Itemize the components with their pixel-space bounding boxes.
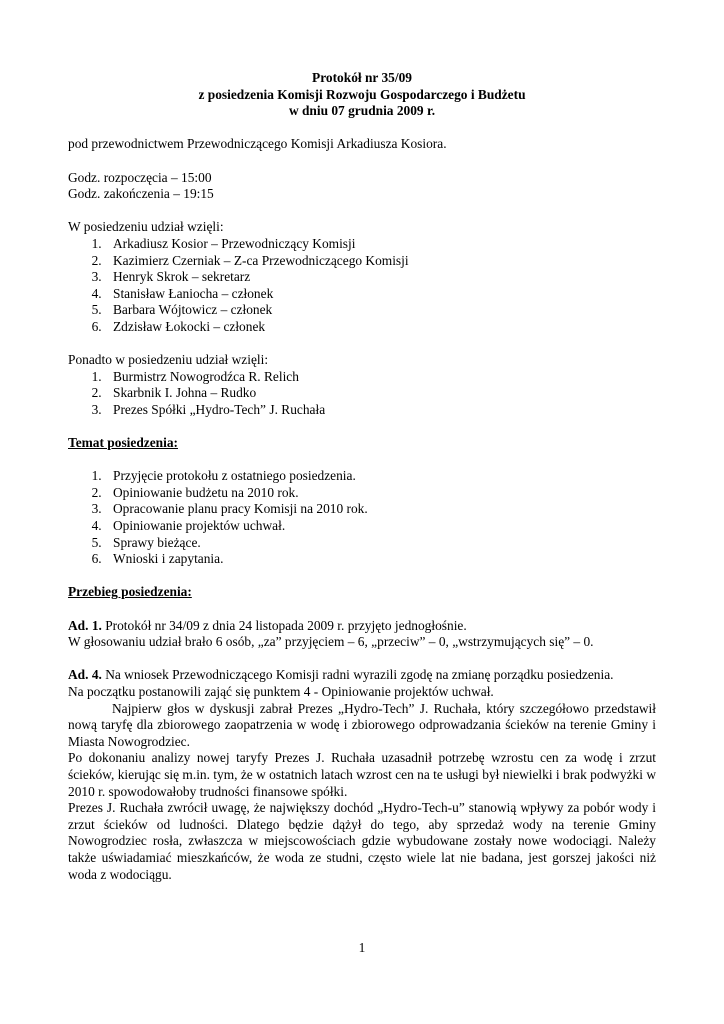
title-line-2: z posiedzenia Komisji Rozwoju Gospodarczego i Budżetu — [198, 86, 526, 102]
list-item: 4. Opiniowanie projektów uchwał. — [105, 518, 656, 535]
chair-line: pod przewodnictwem Przewodniczącego Komisji Arkadiusza Kosiora. — [68, 136, 447, 152]
guests-list — [68, 369, 656, 419]
participants-list — [68, 236, 656, 336]
guests-heading: Ponadto w posiedzeniu udział wzięli: — [68, 352, 269, 368]
proceedings-heading: Przebieg posiedzenia: — [68, 584, 192, 600]
ad1-text: Protokół nr 34/09 z dnia 24 listopada 2009 r. przyjęto jednogłośnie. — [101, 617, 467, 633]
ad4-p1: Na początku postanowili zająć się punktem 4 - Opiniowanie projektów uchwał. — [68, 683, 494, 699]
document-title — [68, 70, 656, 120]
list-item: 1. Przyjęcie protokołu z ostatniego posiedzenia. — [105, 468, 656, 485]
ad1-vote: W głosowaniu udział brało 6 osób, „za” przyjęciem – 6, „przeciw” – 0, „wstrzymujących się” – 0. — [68, 634, 594, 650]
list-item: 5. Barbara Wójtowicz – członek — [105, 302, 656, 319]
list-item: 3. Prezes Spółki „Hydro-Tech” J. Ruchała — [105, 402, 656, 419]
end-time: Godz. zakończenia – 19:15 — [68, 186, 214, 202]
list-item: 2. Opiniowanie budżetu na 2010 rok. — [105, 485, 656, 502]
ad4-p4: Prezes J. Ruchała zwrócił uwagę, że największy dochód „Hydro-Tech-u” stanowią wpływy za pobór wody i zrzut ścieków od ludności. Dlatego będzie dążył do tego, aby sprzedaż wody na terenie Gminy Nowogrodziec rosła, zwłaszcza w miejscowościach gdzie wybudowane zostały nowe wodociągi. Należy także uświadamiać mieszkańców, że woda ze studni, często wiele lat nie badana, jest gorszej jakości niż woda z wodociągu. — [68, 800, 656, 882]
list-item: 4. Stanisław Łaniocha – członek — [105, 286, 656, 303]
title-line-3: w dniu 07 grudnia 2009 r. — [288, 103, 436, 119]
list-item: 6. Wnioski i zapytania. — [105, 551, 656, 568]
list-item: 6. Zdzisław Łokocki – członek — [105, 319, 656, 336]
document-page — [68, 70, 656, 883]
participants-heading: W posiedzeniu udział wzięli: — [68, 219, 224, 235]
list-item: 3. Opracowanie planu pracy Komisji na 2010 rok. — [105, 501, 656, 518]
list-item: 3. Henryk Skrok – sekretarz — [105, 269, 656, 286]
list-item: 1. Arkadiusz Kosior – Przewodniczący Komisji — [105, 236, 656, 253]
ad1-label: Ad. 1. — [68, 617, 102, 633]
ad4-p2: Najpierw głos w dyskusji zabrał Prezes „Hydro-Tech” J. Ruchała, który szczegółowo przedstawił nową taryfę dla zbiorowego zaopatrzenia w wodę i zbiorowego odprowadzania ścieków na terenie Gminy i Miasta Nowogrodziec. — [68, 700, 656, 749]
list-item: 2. Skarbnik I. Johna – Rudko — [105, 385, 656, 402]
ad1-paragraph — [68, 618, 656, 635]
ad4-text: Na wniosek Przewodniczącego Komisji radni wyrazili zgodę na zmianę porządku posiedzenia. — [101, 667, 614, 683]
page-number: 1 — [358, 940, 366, 955]
ad4-paragraph — [68, 667, 656, 684]
agenda-list — [68, 468, 656, 568]
ad4-label: Ad. 4. — [68, 667, 102, 683]
agenda-heading: Temat posiedzenia: — [68, 435, 178, 451]
list-item: 2. Kazimierz Czerniak – Z-ca Przewodniczącego Komisji — [105, 253, 656, 270]
start-time: Godz. rozpoczęcia – 15:00 — [68, 169, 212, 185]
list-item: 5. Sprawy bieżące. — [105, 535, 656, 552]
list-item: 1. Burmistrz Nowogrodźca R. Relich — [105, 369, 656, 386]
title-line-1: Protokół nr 35/09 — [312, 70, 412, 85]
ad4-p3: Po dokonaniu analizy nowej taryfy Prezes J. Ruchała uzasadnił potrzebę wzrostu cen za wodę i zrzut ścieków, kierując się m.in. tym, że w ostatnich latach wzrost cen na te usługi był niewielki i brak podwyżki w 2010 r. spowodowałoby trudności finansowe spółki. — [68, 750, 656, 799]
